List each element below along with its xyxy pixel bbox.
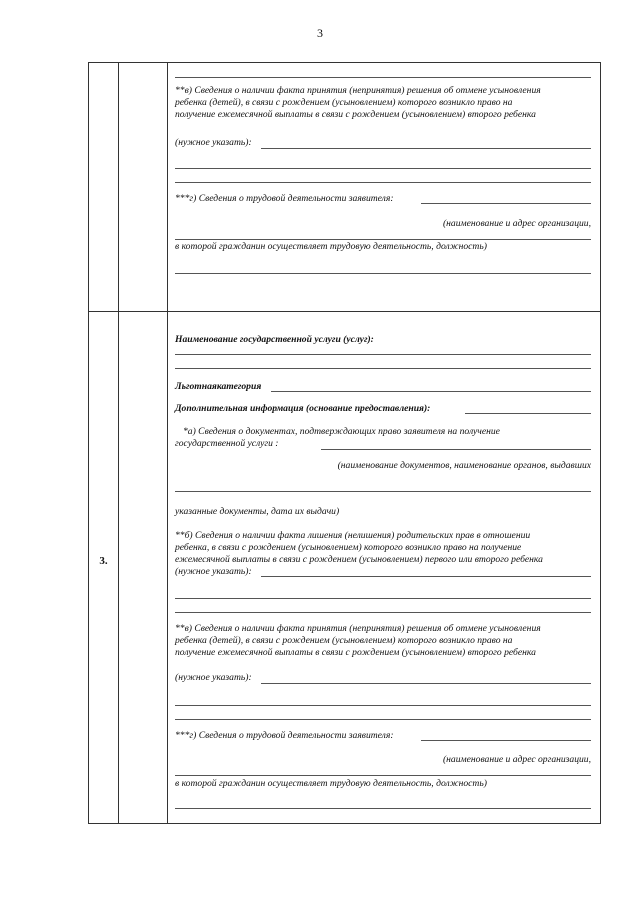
- g-hint: (наименование и адрес организации,: [442, 754, 591, 765]
- b-need-label: (нужное указать):: [175, 566, 252, 577]
- page-number: 3: [317, 26, 323, 40]
- g-title: ***г) Сведения о трудовой деятельности заявителя:: [175, 193, 394, 204]
- v-line: получение ежемесячной выплаты в связи с рождением (усыновлением) второго ребенка: [175, 647, 536, 658]
- a-title: *а) Сведения о документах, подтверждающих право заявителя на получение: [183, 426, 500, 437]
- answer-line[interactable]: [175, 182, 591, 183]
- row3-content: [175, 310, 591, 824]
- answer-line[interactable]: [175, 705, 591, 706]
- a-hint2: указанные документы, дата их выдачи): [175, 506, 340, 517]
- answer-line[interactable]: [175, 354, 591, 355]
- b-line: ребенка, в связи с рождением (усыновлением) которого возникло право на получение: [175, 542, 522, 553]
- column-divider: [167, 63, 168, 823]
- a-hint: (наименование документов, наименование органов, выдавших: [337, 460, 591, 471]
- a-line: государственной услуги :: [175, 438, 279, 449]
- answer-line[interactable]: [175, 598, 591, 599]
- answer-line[interactable]: [175, 775, 591, 776]
- answer-line[interactable]: [261, 683, 591, 684]
- benefit-label: Льготнаякатегория: [175, 381, 262, 392]
- answer-line[interactable]: [175, 808, 591, 809]
- row-number: 3.: [99, 555, 108, 567]
- answer-line[interactable]: [175, 273, 591, 274]
- answer-line[interactable]: [175, 491, 591, 492]
- v-title: **в) Сведения о наличии факта принятия (непринятия) решения об отмене усыновления: [175, 623, 541, 634]
- extra-info-label: Дополнительная информация (основание предоставления):: [175, 403, 431, 414]
- g-hint2: в которой гражданин осуществляет трудовую деятельность, должность): [175, 241, 487, 252]
- v-line: ребенка (детей), в связи с рождением (усыновлением) которого возникло право на: [175, 97, 513, 108]
- b-line: ежемесячной выплаты в связи с рождением (усыновлением) первого или второго ребенка: [175, 554, 543, 565]
- answer-line[interactable]: [465, 413, 591, 414]
- answer-line[interactable]: [321, 449, 591, 450]
- v-line: получение ежемесячной выплаты в связи с рождением (усыновлением) второго ребенка: [175, 109, 536, 120]
- v-line: ребенка (детей), в связи с рождением (усыновлением) которого возникло право на: [175, 635, 513, 646]
- row2-content: [175, 62, 591, 310]
- g-hint: (наименование и адрес организации,: [442, 218, 591, 229]
- g-title: ***г) Сведения о трудовой деятельности заявителя:: [175, 730, 394, 741]
- answer-line[interactable]: [271, 391, 591, 392]
- fill-line: [175, 77, 591, 78]
- answer-line[interactable]: [175, 612, 591, 613]
- answer-line[interactable]: [175, 239, 591, 240]
- answer-line[interactable]: [421, 203, 591, 204]
- b-title: **б) Сведения о наличии факта лишения (нелишения) родительских прав в отношении: [175, 530, 531, 541]
- v-need-label: (нужное указать):: [175, 672, 252, 683]
- answer-line[interactable]: [175, 719, 591, 720]
- v-need-label: (нужное указать):: [175, 137, 252, 148]
- column-divider: [118, 63, 119, 823]
- answer-line[interactable]: [421, 740, 591, 741]
- v-title: **в) Сведения о наличии факта принятия (непринятия) решения об отмене усыновления: [175, 85, 541, 96]
- answer-line[interactable]: [261, 576, 591, 577]
- service-label: Наименование государственной услуги (услуг):: [175, 334, 374, 345]
- answer-line[interactable]: [175, 368, 591, 369]
- answer-line[interactable]: [175, 168, 591, 169]
- g-hint2: в которой гражданин осуществляет трудовую деятельность, должность): [175, 778, 487, 789]
- answer-line[interactable]: [261, 148, 591, 149]
